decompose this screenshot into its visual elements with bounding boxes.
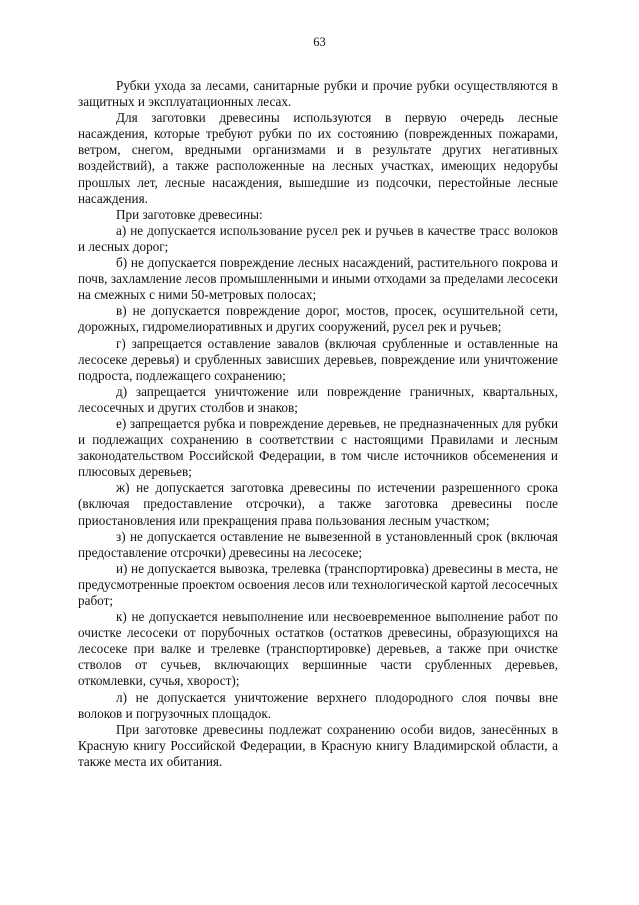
list-item-v: в) не допускается повреждение дорог, мостов, просек, осушительной сети, дорожных, гидромелиоративных и других сооружений, русел рек и ручьев;	[78, 303, 558, 335]
list-item-i: и) не допускается вывозка, трелевка (транспортировка) древесины в места, не предусмотренные проектом освоения лесов или технологической картой лесосечных работ;	[78, 560, 558, 608]
list-item-g: г) запрещается оставление завалов (включая срубленные и оставленные на лесосеке деревья) и срубленных зависших деревьев, повреждение или уничтожение подроста, подлежащего сохранению;	[78, 335, 558, 383]
list-item-e: е) запрещается рубка и повреждение деревьев, не предназначенных для рубки и подлежащих сохранению в соответствии с настоящими Правилами и лесным законодательством Российской Федерации, в том числе источников обсеменения и плюсовых деревьев;	[78, 415, 558, 480]
list-item-a: а) не допускается использование русел рек и ручьев в качестве трасс волоков и лесных дорог;	[78, 222, 558, 254]
paragraph-krasnaya-kniga: При заготовке древесины подлежат сохранению особи видов, занесённых в Красную книгу Российской Федерации, в Красную книгу Владимирской области, а также места их обитания.	[78, 721, 558, 769]
list-item-z: з) не допускается оставление не вывезенной в установленный срок (включая предоставление отсрочки) древесины на лесосеке;	[78, 528, 558, 560]
list-item-b: б) не допускается повреждение лесных насаждений, растительного покрова и почв, захламление лесов промышленными и иными отходами за пределами лесосеки на смежных с ними 50-метровых полосах;	[78, 255, 558, 303]
paragraph-zagotovka-pervaya-ochered: Для заготовки древесины используются в первую очередь лесные насаждения, которые требуют рубки по их состоянию (поврежденных пожарами, ветром, снегом, вредными организмами и в результате других негативных воздействий), а также расположенные на лесных участках, имеющих недорубы прошлых лет, лесные насаждения, вышедшие из подсочки, перестойные лесные насаждения.	[78, 110, 558, 206]
list-item-d: д) запрещается уничтожение или повреждение граничных, квартальных, лесосечных и других столбов и знаков;	[78, 383, 558, 415]
paragraph-rubki-ukhoda: Рубки ухода за лесами, санитарные рубки и прочие рубки осуществляются в защитных и эксплуатационных лесах.	[78, 78, 558, 110]
page-number: 63	[313, 35, 326, 49]
document-body	[78, 78, 558, 770]
list-item-k: к) не допускается невыполнение или несвоевременное выполнение работ по очистке лесосеки от порубочных остатков (остатков древесины, образующихся на лесосеке при валке и трелевке (транспортировке) деревьев, а также при очистке стволов от сучьев, включающих вершинные части срубленных деревьев, откомлевки, сучья, хворост);	[78, 609, 558, 689]
list-item-zh: ж) не допускается заготовка древесины по истечении разрешенного срока (включая предоставление отсрочки), а также заготовка древесины после приостановления или прекращения права пользования лесным участком;	[78, 480, 558, 528]
list-item-l: л) не допускается уничтожение верхнего плодородного слоя почвы вне волоков и погрузочных площадок.	[78, 689, 558, 721]
paragraph-pri-zagotovke-intro: При заготовке древесины:	[116, 206, 263, 222]
